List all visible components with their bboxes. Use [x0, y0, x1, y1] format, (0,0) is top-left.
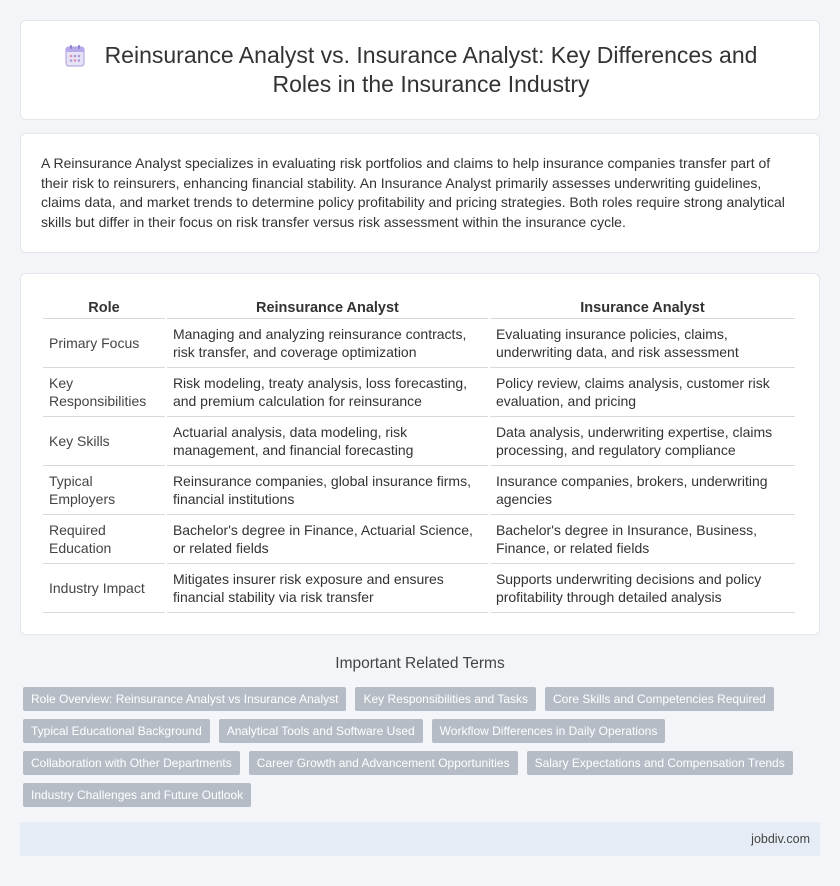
- comparison-table: [41, 294, 797, 613]
- related-tag-tools[interactable]: Analytical Tools and Software Used: [219, 719, 423, 743]
- header-reinsurance-analyst: Reinsurance Analyst: [167, 294, 488, 319]
- intro-card: [20, 133, 820, 253]
- related-tag-responsibilities[interactable]: Key Responsibilities and Tasks: [355, 687, 536, 711]
- insurance-cell: Bachelor's degree in Insurance, Business, Finance, or related fields: [490, 515, 795, 564]
- reinsurance-cell: Managing and analyzing reinsurance contracts, risk transfer, and coverage optimization: [167, 319, 488, 368]
- row-label: Required Education: [43, 515, 165, 564]
- table-header-row: [43, 294, 795, 319]
- related-tag-workflow[interactable]: Workflow Differences in Daily Operations: [432, 719, 666, 743]
- reinsurance-cell: Mitigates insurer risk exposure and ensures financial stability via risk transfer: [167, 564, 488, 613]
- table-row: [43, 466, 795, 515]
- related-tag-career-growth[interactable]: Career Growth and Advancement Opportunities: [249, 751, 518, 775]
- table-row: [43, 417, 795, 466]
- title-wrap: [60, 41, 780, 99]
- footer: [20, 822, 820, 856]
- table-row: [43, 564, 795, 613]
- reinsurance-cell: Actuarial analysis, data modeling, risk management, and financial forecasting: [167, 417, 488, 466]
- insurance-cell: Insurance companies, brokers, underwriting agencies: [490, 466, 795, 515]
- footer-site-link[interactable]: jobdiv.com: [751, 832, 810, 846]
- document-calendar-icon: [64, 44, 86, 68]
- header-insurance-analyst: Insurance Analyst: [490, 294, 795, 319]
- page-title: Reinsurance Analyst vs. Insurance Analyst: Key Differences and Roles in the Insurance Industry: [104, 42, 758, 97]
- insurance-cell: Policy review, claims analysis, customer risk evaluation, and pricing: [490, 368, 795, 417]
- related-terms-heading: Important Related Terms: [335, 655, 505, 672]
- related-tag-core-skills[interactable]: Core Skills and Competencies Required: [545, 687, 774, 711]
- table-row: [43, 515, 795, 564]
- insurance-cell: Evaluating insurance policies, claims, underwriting data, and risk assessment: [490, 319, 795, 368]
- related-tag-education[interactable]: Typical Educational Background: [23, 719, 210, 743]
- row-label: Key Responsibilities: [43, 368, 165, 417]
- table-row: [43, 368, 795, 417]
- title-card: [20, 20, 820, 120]
- intro-paragraph: A Reinsurance Analyst specializes in evaluating risk portfolios and claims to help insurance companies transfer part of their risk to reinsurers, enhancing financial stability. An Insurance Analyst primarily assesses underwriting guidelines, claims data, and market trends to determine policy profitability and pricing strategies. Both roles require strong analytical skills but differ in their focus on risk transfer versus risk assessment within the insurance cycle.: [41, 155, 785, 230]
- reinsurance-cell: Bachelor's degree in Finance, Actuarial Science, or related fields: [167, 515, 488, 564]
- related-tag-role-overview[interactable]: Role Overview: Reinsurance Analyst vs Insurance Analyst: [23, 687, 346, 711]
- related-tag-collaboration[interactable]: Collaboration with Other Departments: [23, 751, 240, 775]
- row-label: Primary Focus: [43, 319, 165, 368]
- reinsurance-cell: Reinsurance companies, global insurance firms, financial institutions: [167, 466, 488, 515]
- related-terms-tags: [23, 687, 803, 807]
- related-tag-challenges[interactable]: Industry Challenges and Future Outlook: [23, 783, 251, 807]
- header-role: Role: [43, 294, 165, 319]
- insurance-cell: Data analysis, underwriting expertise, claims processing, and regulatory compliance: [490, 417, 795, 466]
- related-tag-salary[interactable]: Salary Expectations and Compensation Trends: [527, 751, 793, 775]
- row-label: Industry Impact: [43, 564, 165, 613]
- insurance-cell: Supports underwriting decisions and policy profitability through detailed analysis: [490, 564, 795, 613]
- row-label: Key Skills: [43, 417, 165, 466]
- comparison-table-card: [20, 273, 820, 635]
- reinsurance-cell: Risk modeling, treaty analysis, loss forecasting, and premium calculation for reinsurance: [167, 368, 488, 417]
- row-label: Typical Employers: [43, 466, 165, 515]
- table-row: [43, 319, 795, 368]
